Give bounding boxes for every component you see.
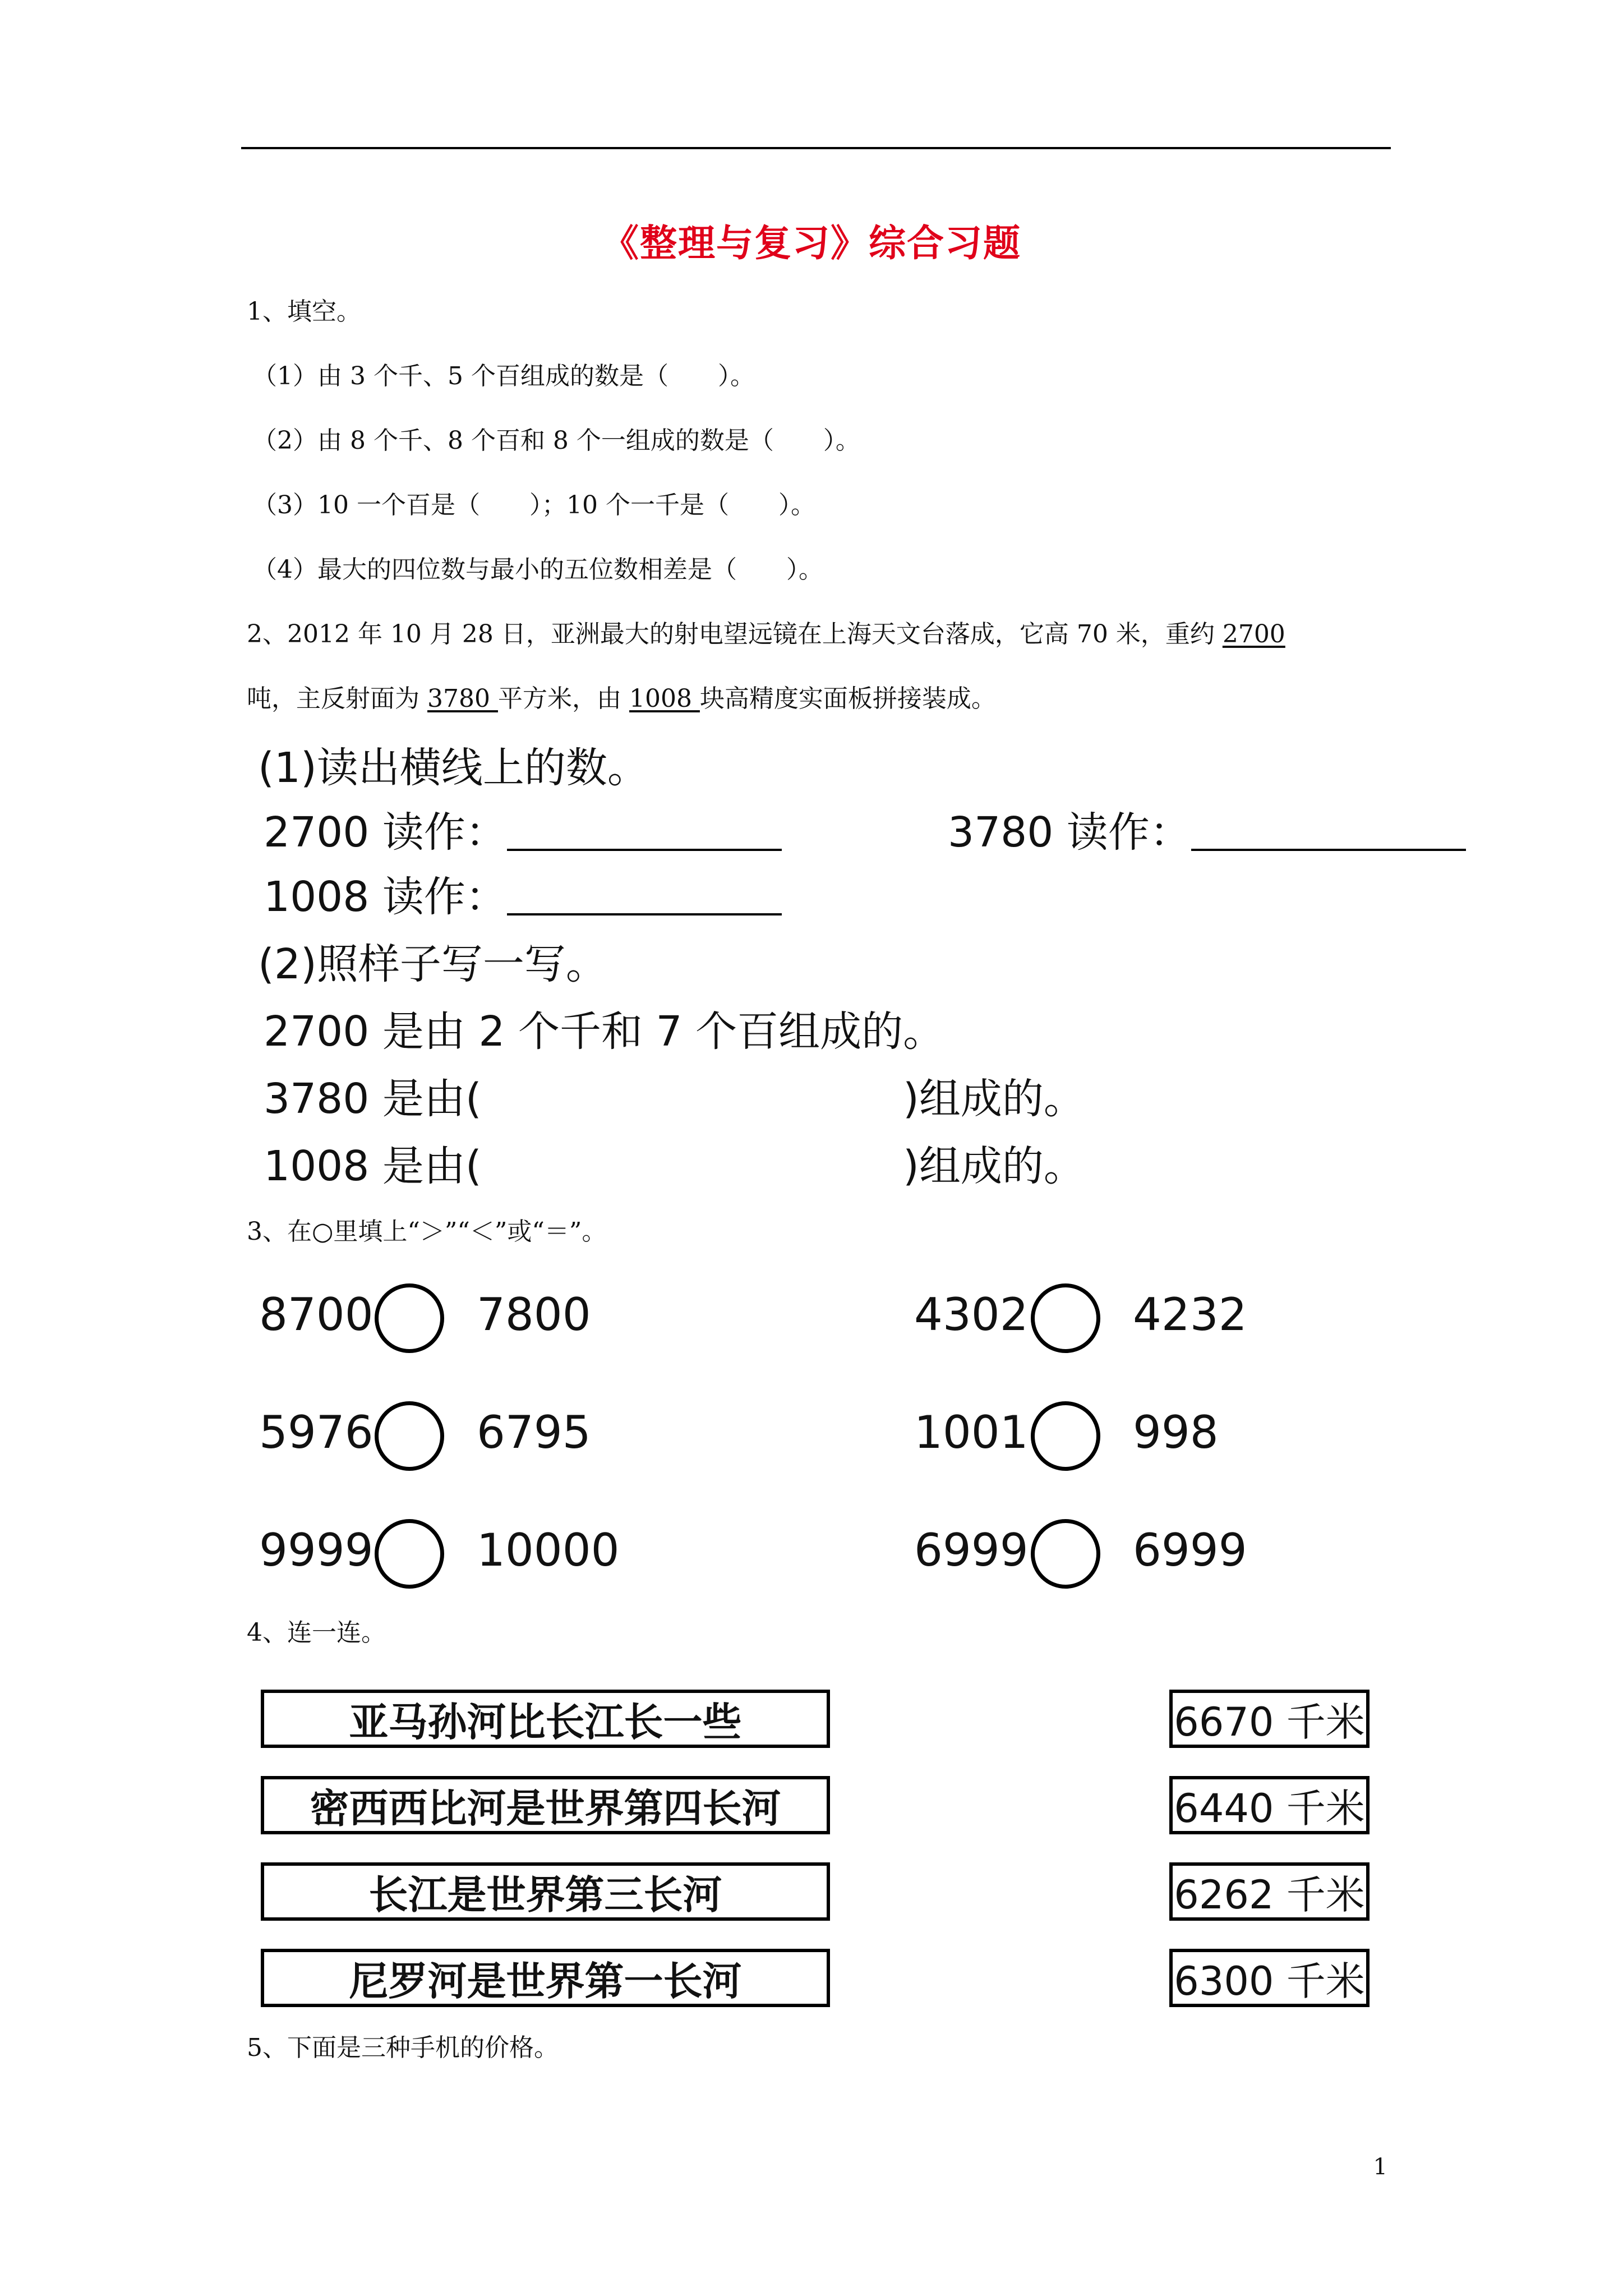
q4-length-box[interactable]: 6300 千米 [1169,1949,1370,2007]
q3-compare-circle[interactable] [375,1519,444,1589]
q4-length-box[interactable]: 6440 千米 [1169,1776,1370,1834]
q1-item-2: （2）由 8 个千、8 个百和 8 个一组成的数是（ ）。 [252,426,860,455]
q3-left-number: 6999 [914,1524,1029,1576]
q4-river-box[interactable]: 密西西比河是世界第四长河 [261,1776,830,1834]
q2-read-2700-blank[interactable] [507,812,782,851]
q3-left-number: 8700 [259,1289,374,1341]
q3-compare-circle[interactable] [375,1283,444,1353]
q3-left-number: 4302 [914,1289,1029,1341]
q5-heading: 5、下面是三种手机的价格。 [247,2033,559,2062]
q2-sub2-title: (2)照样子写一写。 [258,940,607,988]
page-number: 1 [1373,2154,1387,2180]
q2-read-3780 [948,808,1466,858]
page-title: 《整理与复习》综合习题 [602,221,1021,265]
q3-left-number: 5976 [259,1406,374,1458]
q2-read-2700 [264,808,782,858]
q3-left-number: 9999 [259,1524,374,1576]
q2-line-1-text: 2、2012 年 10 月 28 日，亚洲最大的射电望远镜在上海天文台落成，它高 70 米，重约 [247,620,1223,648]
q2-fill-1008-blank[interactable] [482,1142,897,1192]
q1-item-1: （1）由 3 个千、5 个百组成的数是（ ）。 [252,362,755,390]
q2-line-2-text-a: 吨，主反射面为 [247,684,427,713]
q2-read-1008-blank[interactable] [507,876,782,915]
q2-line-1 [247,620,1285,650]
q3-compare-circle[interactable] [1031,1519,1100,1589]
q2-fill-1008-suffix: )组成的。 [903,1142,1085,1190]
q3-right-number: 998 [1133,1406,1219,1458]
q4-length-box[interactable]: 6670 千米 [1169,1690,1370,1748]
q4-river-box[interactable]: 尼罗河是世界第一长河 [261,1949,830,2007]
q2-fill-3780-blank[interactable] [482,1074,897,1125]
q1-heading: 1、填空。 [247,297,361,326]
q2-read-3780-label: 3780 读作： [948,808,1191,857]
q2-read-3780-blank[interactable] [1191,812,1466,851]
q1-item-3: （3）10 一个百是（ ）；10 个一千是（ ）。 [252,491,815,519]
q4-river-box[interactable]: 长江是世界第三长河 [261,1862,830,1921]
q2-example: 2700 是由 2 个千和 7 个百组成的。 [264,1007,945,1056]
q2-underlined-3780: 3780 [427,684,498,713]
q1-item-4: （4）最大的四位数与最小的五位数相差是（ ）。 [252,555,823,584]
q2-read-1008 [264,872,782,922]
header-rule [241,147,1391,149]
q3-left-number: 1001 [914,1406,1029,1458]
q3-right-number: 7800 [477,1289,591,1341]
q2-line-2 [247,684,996,714]
q3-right-number: 6999 [1133,1524,1247,1576]
q3-compare-circle[interactable] [1031,1283,1100,1353]
q2-read-1008-label: 1008 读作： [264,873,507,921]
q4-river-box[interactable]: 亚马孙河比长江长一些 [261,1690,830,1748]
q2-fill-3780-suffix: )组成的。 [903,1075,1085,1123]
q3-right-number: 10000 [477,1524,620,1576]
q3-compare-circle[interactable] [1031,1401,1100,1471]
q2-fill-3780-prefix: 3780 是由( [264,1075,482,1123]
q4-length-box[interactable]: 6262 千米 [1169,1862,1370,1921]
q3-right-number: 4232 [1133,1289,1247,1341]
q4-heading: 4、连一连。 [247,1618,386,1647]
q2-read-2700-label: 2700 读作： [264,808,507,857]
q2-sub1-title: (1)读出横线上的数。 [258,744,649,792]
q3-right-number: 6795 [477,1406,591,1458]
q2-line-2-text-b: 平方米，由 [497,684,629,713]
q3-compare-circle[interactable] [375,1401,444,1471]
q2-underlined-2700: 2700 [1222,620,1285,648]
q2-underlined-1008: 1008 [629,684,700,713]
q2-line-2-text-c: 块高精度实面板拼接装成。 [699,684,996,713]
q2-fill-1008-prefix: 1008 是由( [264,1142,482,1190]
q3-heading: 3、在○里填上“＞”“＜”或“＝”。 [247,1217,607,1246]
